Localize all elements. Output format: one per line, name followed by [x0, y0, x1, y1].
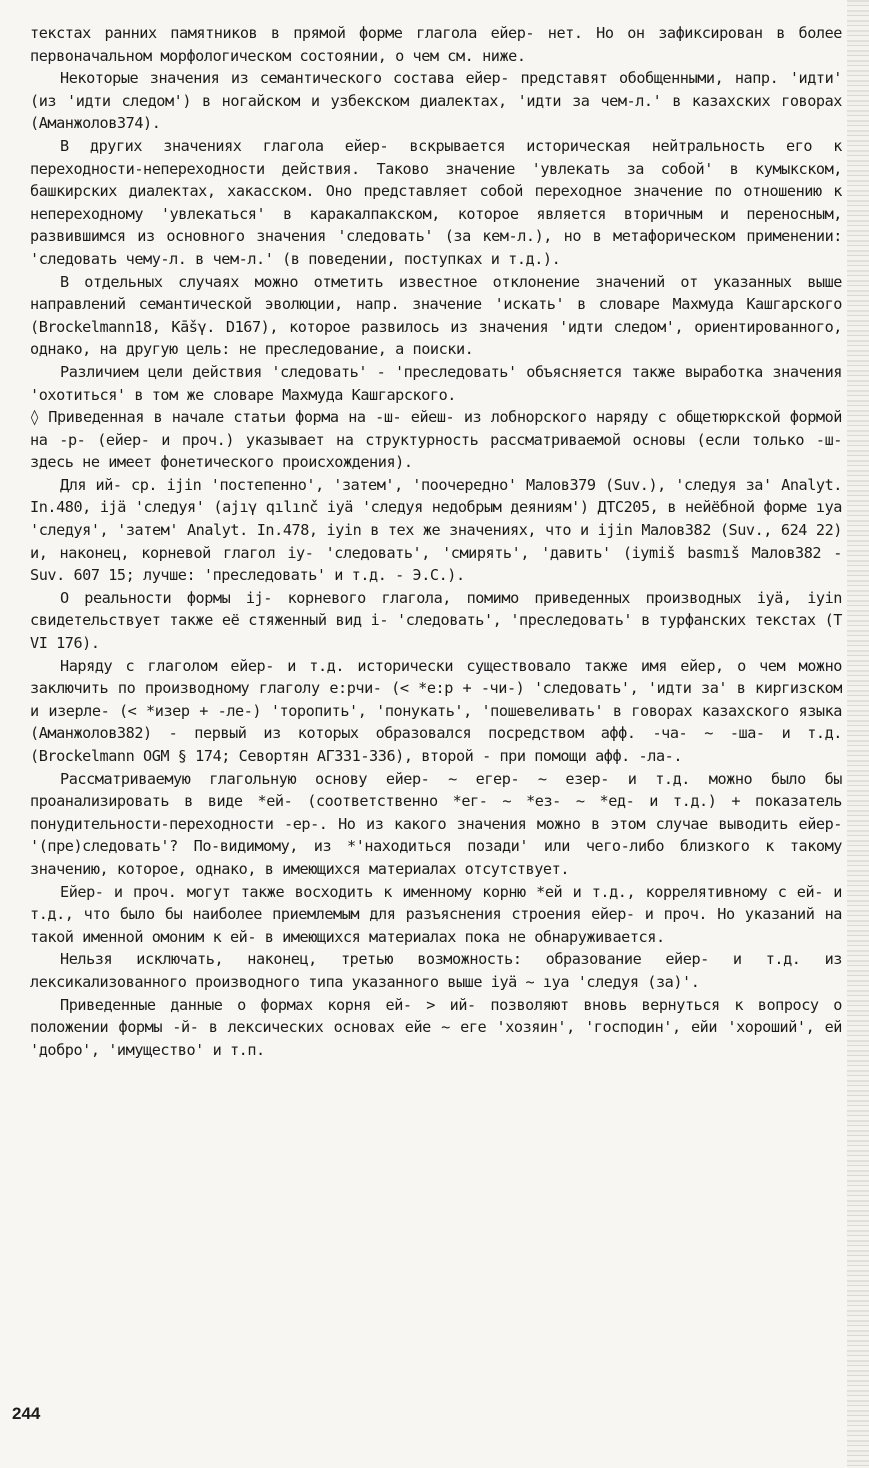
scan-edge-shadow	[847, 0, 869, 1468]
paragraph-2: Некоторые значения из семантического состава ейер- представят обобщенными, напр. 'идти' (из 'идти следом') в ногайском и узбекском диалектах, 'идти за чем-л.' в казахских говорах (Аманжолов374).	[30, 69, 842, 133]
paragraph-11: Ейер- и проч. могут также восходить к именному корню *ей и т.д., коррелятивному с ей- и т.д., что было бы наиболее приемлемым для разъяснения строения ейер- и проч. Но указаний на такой именной омоним к ей- в имеющихся материалах пока не обнаруживается.	[30, 882, 842, 946]
paragraph-10: Рассматриваемую глагольную основу ейер- ~ егер- ~ езер- и т.д. можно было бы проанализировать в виде *ей- (соответственно *ег- ~ *ез- ~ *ед- и т.д.) + показатель понудительности-переходности -ер-. Но из какого значения можно в этом случае выводить ейер- '(пре)следовать'? По-видимому, из *'находиться позади' или чего-либо близкого к такому значению, которое, однако, в имеющихся материалах отсутствует.	[30, 769, 842, 878]
paragraph-1: текстах ранних памятников в прямой форме глагола ейер- нет. Но он зафиксирован в более первоначальном морфологическом состоянии, о чем см. ниже.	[30, 24, 842, 65]
document-page-text	[30, 22, 842, 1061]
paragraph-9: Наряду с глаголом ейер- и т.д. исторически существовало также имя ейер, о чем можно заключить по производному глаголу е:рчи- (< *е:р + -чи-) 'следовать', 'идти за' в киргизском и изерле- (< *изер + -ле-) 'торопить', 'понукать', 'пошевеливать' в говорах казахского языка (Аманжолов382) - первый из которых образовался посредством афф. -ча- ~ -ша- и т.д. (Brockelmann OGM § 174; Севортян АГ331-336), второй - при помощи афф. -ла-.	[30, 656, 842, 765]
paragraph-5: Различием цели действия 'следовать' - 'преследовать' объясняется также выработка значения 'охотиться' в том же словаре Махмуда Кашгарского.	[30, 362, 842, 404]
paragraph-12: Нельзя исключать, наконец, третью возможность: образование ейер- и т.д. из лексикализованного производного типа указанного выше iyä ~ ıya 'следуя (за)'.	[30, 950, 842, 991]
paragraph-7: Для ий- ср. ijin 'постепенно', 'затем', 'поочередно' Малов379 (Suv.), 'следуя за' Analyt. In.480, ijä 'следуя' (ajıγ qılınč iyä 'следуя недобрым деяниям') ДТС205, в нейёбной форме ıya 'следуя', 'затем' Analyt. In.478, iyin в тех же значениях, что и ijin Малов382 (Suv., 624 22) и, наконец, корневой глагол iy- 'следовать', 'смирять', 'давить' (iymiš basmıš Малов382 - Suv. 607 15; лучше: 'преследовать' и т.д. - Э.С.).	[30, 475, 842, 585]
paragraph-6: ◊ Приведенная в начале статьи форма на -ш- ейеш- из лобнорского наряду с общетюркской формой на -р- (ейер- и проч.) указывает на структурность рассматриваемой основы (если только -ш- здесь не имеет фонетического происхождения).	[30, 408, 842, 472]
paragraph-13: Приведенные данные о формах корня ей- > ий- позволяют вновь вернуться к вопросу о положении формы -й- в лексических основах ейе ~ еге 'хозяин', 'господин', ейи 'хороший', ей 'добро', 'имущество' и т.п.	[30, 995, 842, 1059]
paragraph-4: В отдельных случаях можно отметить известное отклонение значений от указанных выше направлений семантической эволюции, напр. значение 'искать' в словаре Махмуда Кашгарского (Brockelmann18, Kāšγ. D167), которое развилось из значения 'идти следом', ориентированного, однако, на другую цель: не преследование, а поиски.	[30, 272, 842, 359]
paragraph-8: О реальности формы ij- корневого глагола, помимо приведенных производных iyä, iyin свидетельствует также её стяженный вид i- 'следовать', 'преследовать' в турфанских текстах (T VI 176).	[30, 588, 842, 653]
page-number: 244	[12, 1404, 41, 1423]
paragraph-3: В других значениях глагола ейер- вскрывается историческая нейтральность его к переходности-непереходности действия. Таково значение 'увлекать за собой' в кумыкском, башкирских диалектах, хакасском. Оно представляет собой переходное значение по отношению к непереходному 'увлекаться' в каракалпакском, которое является вторичным и переносным, развившимся из основного значения 'следовать' (за кем-л.), но в метафорическом применении: 'следовать чему-л. в чем-л.' (в поведении, поступках и т.д.).	[30, 136, 842, 268]
